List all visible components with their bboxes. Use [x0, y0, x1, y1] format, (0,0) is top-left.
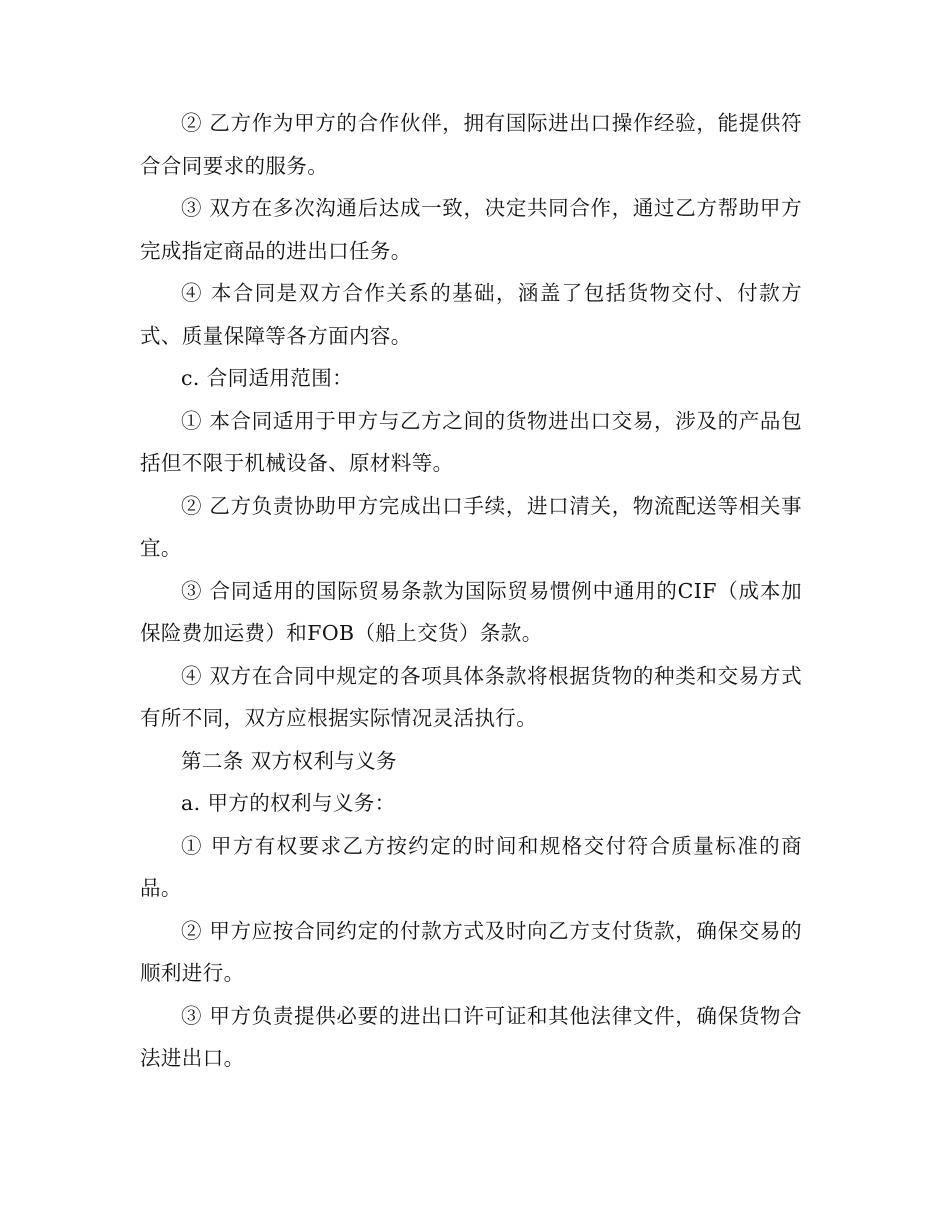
- paragraph: ② 乙方负责协助甲方完成出口手续，进口清关，物流配送等相关事宜。: [140, 493, 802, 560]
- paragraph: ② 甲方应按合同约定的付款方式及时向乙方支付货款，确保交易的顺利进行。: [140, 918, 802, 985]
- paragraph: ④ 双方在合同中规定的各项具体条款将根据货物的种类和交易方式有所不同，双方应根据实际情况灵活执行。: [140, 663, 802, 730]
- section-heading: c. 合同适用范围：: [181, 366, 354, 390]
- paragraph: ③ 甲方负责提供必要的进出口许可证和其他法律文件，确保货物合法进出口。: [140, 1003, 802, 1070]
- paragraph: ③ 合同适用的国际贸易条款为国际贸易惯例中通用的CIF（成本加保险费加运费）和FOB（船上交货）条款。: [140, 578, 802, 645]
- paragraph: ② 乙方作为甲方的合作伙伴，拥有国际进出口操作经验，能提供符合合同要求的服务。: [140, 111, 802, 178]
- document-body: [140, 102, 802, 1080]
- paragraph: ③ 双方在多次沟通后达成一致，决定共同合作，通过乙方帮助甲方完成指定商品的进出口任务。: [140, 196, 802, 263]
- article-heading: 第二条 双方权利与义务: [181, 748, 397, 773]
- paragraph: ① 本合同适用于甲方与乙方之间的货物进出口交易，涉及的产品包括但不限于机械设备、原材料等。: [140, 408, 802, 475]
- paragraph: ④ 本合同是双方合作关系的基础，涵盖了包括货物交付、付款方式、质量保障等各方面内容。: [140, 281, 802, 348]
- paragraph: ① 甲方有权要求乙方按约定的时间和规格交付符合质量标准的商品。: [140, 833, 802, 900]
- section-heading: a. 甲方的权利与义务：: [181, 791, 396, 815]
